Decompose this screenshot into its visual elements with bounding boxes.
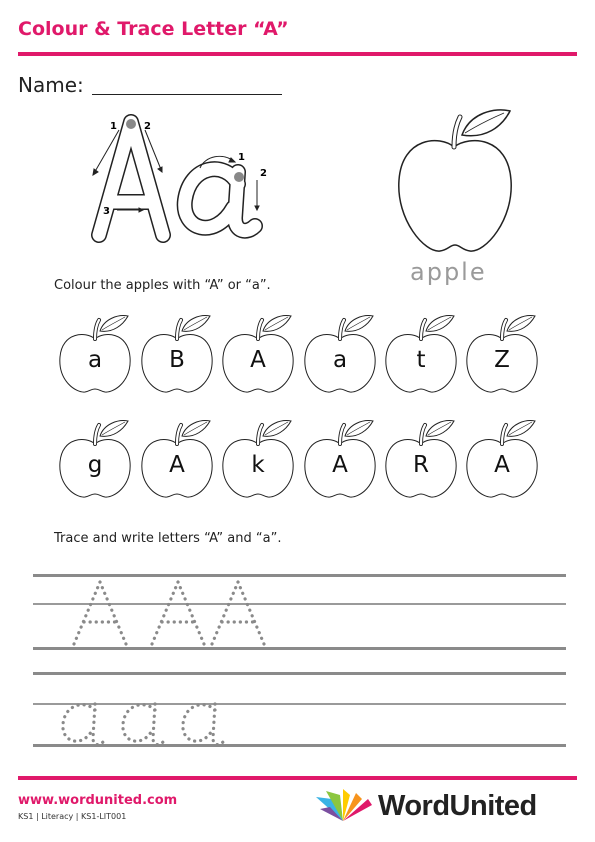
apple-letter: A (250, 347, 266, 373)
apple-row2-2[interactable] (138, 418, 216, 498)
apple-row1-2[interactable] (138, 313, 216, 393)
brand-name: WordUnited (378, 790, 537, 822)
name-label: Name: (18, 73, 84, 97)
trace-capital-a-row[interactable] (60, 578, 290, 650)
footer-url-link[interactable]: www.wordunited.com (18, 793, 178, 808)
trace-lowercase-a-row[interactable] (55, 698, 255, 750)
apple-letter: A (169, 452, 185, 478)
apple-letter: Z (494, 347, 510, 373)
stroke-number: 2 (144, 121, 151, 132)
apple-row2-3[interactable] (219, 418, 297, 498)
letter-a-stroke-guide (55, 110, 300, 250)
apple-letter: k (251, 452, 265, 478)
apple-word: apple (410, 258, 487, 286)
apple-letter: a (332, 347, 348, 373)
apple-row1-4[interactable] (301, 313, 379, 393)
apple-row2-5[interactable] (382, 418, 460, 498)
header-divider (18, 52, 577, 56)
apple-row1-6[interactable] (463, 313, 541, 393)
wordunited-logo-icon (312, 789, 374, 823)
apple-row1-3[interactable] (219, 313, 297, 393)
guide-line-top (33, 672, 566, 675)
apple-row2-1[interactable] (56, 418, 134, 498)
stroke-number: 1 (238, 152, 245, 163)
apple-picture (390, 105, 520, 255)
page-title: Colour & Trace Letter “A” (18, 18, 289, 40)
apple-row1-1[interactable] (56, 313, 134, 393)
apple-letter: t (416, 347, 426, 373)
footer-meta: KS1 | Literacy | KS1-LIT001 (18, 812, 127, 821)
apple-letter: R (413, 452, 429, 478)
guide-line-top (33, 574, 566, 577)
apple-letter: A (494, 452, 510, 478)
apple-letter: B (169, 347, 185, 373)
stroke-number: 3 (103, 206, 110, 217)
colour-instruction: Colour the apples with “A” or “a”. (54, 278, 271, 293)
name-write-line[interactable] (92, 94, 282, 95)
footer-divider (18, 776, 577, 780)
stroke-number: 1 (110, 121, 117, 132)
stroke-number: 2 (260, 168, 267, 179)
trace-instruction: Trace and write letters “A” and “a”. (54, 531, 282, 546)
apple-row1-5[interactable] (382, 313, 460, 393)
apple-row2-6[interactable] (463, 418, 541, 498)
apple-letter: g (87, 452, 103, 478)
apple-letter: A (332, 452, 348, 478)
apple-letter: a (87, 347, 103, 373)
apple-row2-4[interactable] (301, 418, 379, 498)
